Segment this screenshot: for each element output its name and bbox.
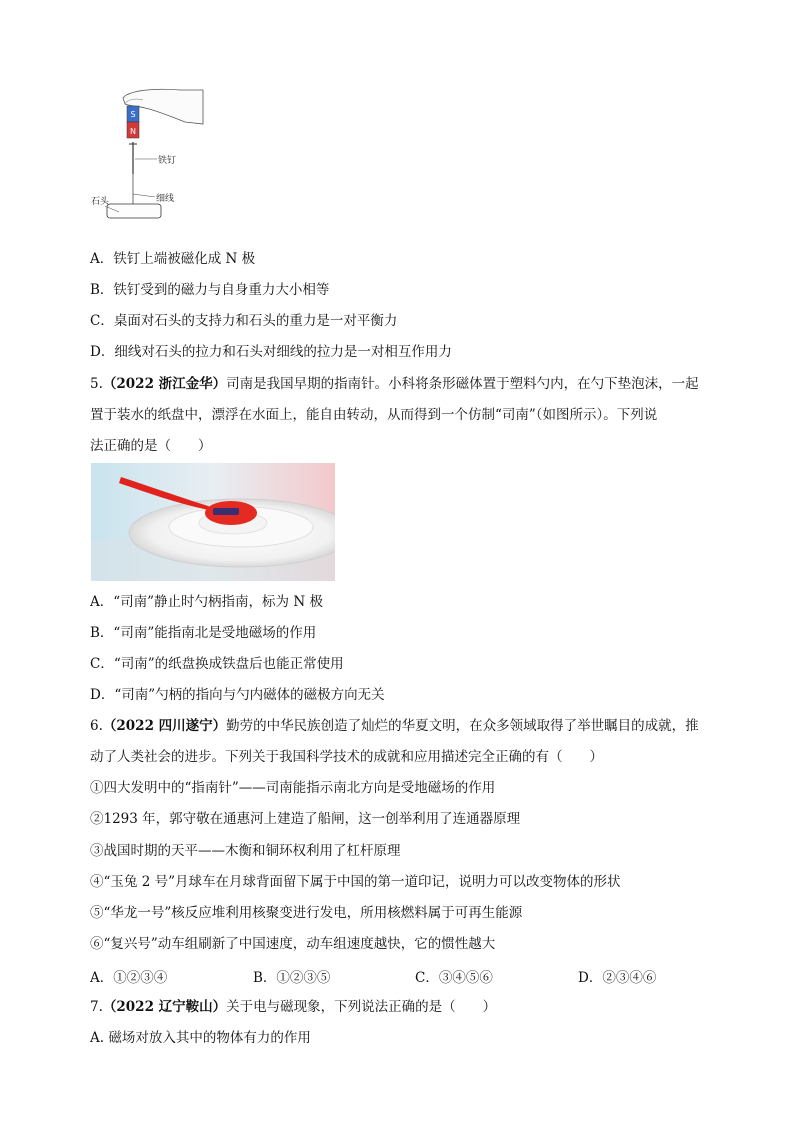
q6-item-3: ③战国时期的天平——木衡和铜环权利用了杠杆原理 — [90, 843, 401, 859]
q6-stem-line1 — [90, 717, 710, 735]
q6-option-c: C．③④⑤⑥ — [415, 970, 493, 986]
q6-number: 6. — [90, 718, 103, 734]
q7-number: 7. — [90, 999, 103, 1015]
q4-option-a: A．铁钉上端被磁化成 N 极 — [90, 251, 256, 267]
q6-option-d: D．②③④⑥ — [578, 970, 657, 986]
q4-option-d: D．细线对石头的拉力和石头对细线的拉力是一对相互作用力 — [90, 344, 452, 360]
q4-option-b: B．铁钉受到的磁力与自身重力大小相等 — [90, 282, 330, 298]
q5-source: （2022 浙江金华） — [102, 376, 227, 392]
magnet-n-label: N — [130, 127, 136, 136]
stone — [107, 204, 161, 218]
q5-option-a: A．“司南”静止时勺柄指南，标为 N 极 — [90, 594, 323, 610]
q6-option-b: B．①②③⑤ — [253, 970, 331, 986]
q6-option-a: A．①②③④ — [90, 970, 168, 986]
q5-option-c: C．“司南”的纸盘换成铁盘后也能正常使用 — [90, 656, 344, 672]
q6-source: （2022 四川遂宁） — [102, 718, 227, 734]
q6-item-6: ⑥“复兴号”动车组刷新了中国速度，动车组速度越快，它的惯性越大 — [90, 936, 496, 952]
q6-item-2: ②1293 年，郭守敬在通惠河上建造了船闸，这一创举利用了连通器原理 — [90, 811, 521, 827]
nail-label: 铁钉 — [158, 156, 177, 166]
q6-stem-line2: 动了人类社会的进步。下列关于我国科学技术的成就和应用描述完全正确的有（ ） — [90, 749, 603, 765]
q6-stem-text: 勤劳的中华民族创造了灿烂的华夏文明，在众多领域取得了举世瞩目的成就，推 — [226, 718, 699, 734]
bar-magnet — [213, 508, 239, 515]
q5-option-d: D．“司南”勺柄的指向与勺内磁体的磁极方向无关 — [90, 687, 385, 703]
magnet-s-label: S — [130, 110, 136, 119]
q6-item-1: ①四大发明中的“指南针”——司南能指示南北方向是受地磁场的作用 — [90, 780, 496, 796]
q4-option-c: C．桌面对石头的支持力和石头的重力是一对平衡力 — [90, 313, 398, 329]
q5-stem-line3: 法正确的是（ ） — [90, 438, 212, 454]
sinan-spoon-figure — [91, 463, 335, 581]
q5-stem-line2: 置于装水的纸盘中，漂浮在水面上，能自由转动，从而得到一个仿制“司南”（如图所示）。下列说 — [90, 407, 658, 423]
q5-number: 5. — [90, 376, 103, 392]
stone-label: 石头 — [91, 197, 110, 207]
q5-stem-text: 司南是我国早期的指南针。小科将条形磁体置于塑料勺内，在勺下垫泡沫，一起 — [226, 376, 699, 392]
thread-label: 细线 — [156, 194, 175, 204]
q6-item-5: ⑤“华龙一号”核反应堆利用核聚变进行发电，所用核燃料属于可再生能源 — [90, 905, 523, 921]
q7-source: （2022 辽宁鞍山） — [102, 999, 227, 1015]
q5-option-b: B．“司南”能指南北是受地磁场的作用 — [90, 625, 317, 641]
q6-options-row — [90, 966, 710, 986]
q7-stem — [90, 998, 710, 1016]
q7-option-a: A. 磁场对放入其中的物体有力的作用 — [90, 1030, 311, 1046]
q6-item-4: ④“玉兔 2 号”月球车在月球背面留下属于中国的第一道印记，说明力可以改变物体的形状 — [90, 874, 621, 890]
q5-stem-line1 — [90, 375, 710, 393]
q7-stem-text: 关于电与磁现象，下列说法正确的是（ ） — [226, 999, 497, 1015]
magnet-nail-stone-figure — [85, 84, 205, 224]
